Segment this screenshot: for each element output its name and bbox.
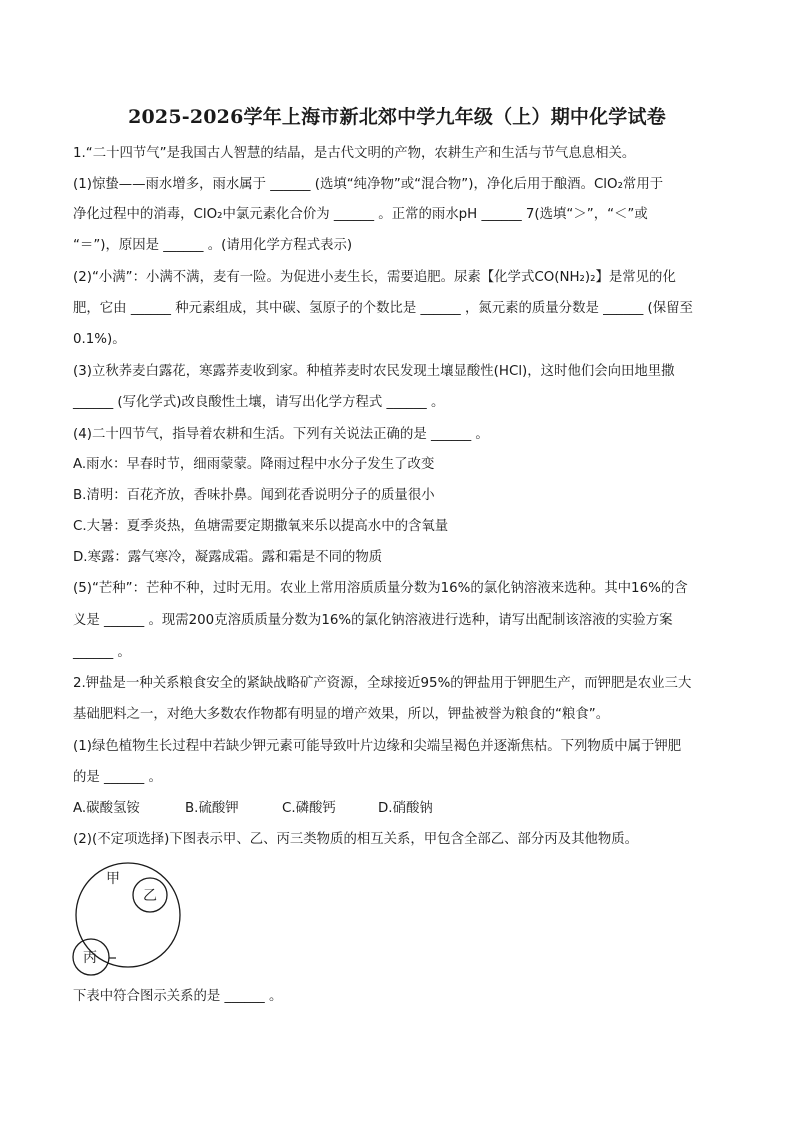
q2-part1-line1: (1)绿色植物生长过程中若缺少钾元素可能导致叶片边缘和尖端呈褐色并逐渐焦枯。下列物质中属于钾肥	[73, 739, 682, 754]
q2-stem-line2: 基础肥料之一，对绝大多数农作物都有明显的增产效果，所以，钾盐被誉为粮食的“粮食”。	[73, 707, 610, 722]
q1-part2-line1: (2)“小满”：小满不满，麦有一险。为促进小麦生长，需要追肥。尿素【化学式CO(NH₂)₂】是常见的化	[73, 270, 676, 285]
q1-part1-line1: (1)惊蛰——雨水增多，雨水属于 ______ (选填“纯净物”或“混合物”)，净化后用于酿酒。ClO₂常用于	[73, 177, 664, 192]
q1-part3-line1: (3)立秋荞麦白露花，寒露荞麦收到家。种植荞麦时农民发现土壤显酸性(HCl)，这时他们会向田地里撒	[73, 364, 675, 379]
q1-part2-line2: 肥，它由 ______ 种元素组成，其中碳、氢原子的个数比是 ______ ，氮元素的质量分数是 ______ (保留至	[73, 301, 693, 316]
q2-choice-b: B.硫酸钾	[185, 801, 239, 816]
q1-part1-line2: 净化过程中的消毒，ClO₂中氯元素化合价为 ______ 。正常的雨水pH ______ 7(选填“＞”，“＜”或	[73, 207, 648, 222]
set-bing-label: 丙	[83, 950, 97, 966]
q1-option-c: C.大暑：夏季炎热，鱼塘需要定期撒氧来乐以提高水中的含氧量	[73, 519, 449, 534]
q1-part5-line1: (5)“芒种”：芒种不种，过时无用。农业上常用溶质质量分数为16%的氯化钠溶液来选种。其中16%的含	[73, 581, 688, 596]
q1-part1-line3: “＝”)，原因是 ______ 。(请用化学方程式表示)	[73, 238, 353, 253]
q1-part4-stem: (4)二十四节气，指导着农耕和生活。下列有关说法正确的是 ______ 。	[73, 427, 489, 442]
q1-option-a: A.雨水：早春时节，细雨蒙蒙。降雨过程中水分子发生了改变	[73, 457, 435, 472]
q1-part3-line2: ______ (写化学式)改良酸性土壤，请写出化学方程式 ______ 。	[73, 395, 445, 410]
q1-part2-line3: 0.1%)。	[73, 332, 126, 347]
q2-choice-c: C.磷酸钙	[282, 801, 336, 816]
set-jia-label: 甲	[106, 871, 120, 887]
q2-stem-line1: 2.钾盐是一种关系粮食安全的紧缺战略矿产资源，全球接近95%的钾盐用于钾肥生产，而钾肥是农业三大	[73, 676, 692, 691]
q2-part1-choices	[73, 799, 723, 819]
q2-choice-d: D.硝酸钠	[378, 801, 433, 816]
q2-choice-a: A.碳酸氢铵	[73, 801, 140, 816]
q2-part2-table-prompt: 下表中符合图示关系的是 ______ 。	[73, 989, 283, 1004]
q2-part2-stem: (2)(不定项选择)下图表示甲、乙、丙三类物质的相互关系，甲包含全部乙、部分丙及其他物质。	[73, 832, 639, 847]
q1-option-b: B.清明：百花齐放，香味扑鼻。闻到花香说明分子的质量很小	[73, 488, 435, 503]
q2-part1-line2: 的是 ______ 。	[73, 770, 162, 785]
set-relation-diagram	[66, 862, 196, 982]
q1-part5-line2: 义是 ______ 。现需200克溶质质量分数为16%的氯化钠溶液进行选种，请写出配制该溶液的实验方案	[73, 613, 673, 628]
q1-stem: 1.“二十四节气”是我国古人智慧的结晶，是古代文明的产物，农耕生产和生活与节气息息相关。	[73, 146, 636, 161]
exam-title: 2025-2026学年上海市新北郊中学九年级（上）期中化学试卷	[128, 106, 666, 128]
set-yi-label: 乙	[143, 888, 157, 904]
q1-option-d: D.寒露：露气寒冷，凝露成霜。露和霜是不同的物质	[73, 550, 383, 565]
q1-part5-line3: ______ 。	[73, 645, 131, 660]
